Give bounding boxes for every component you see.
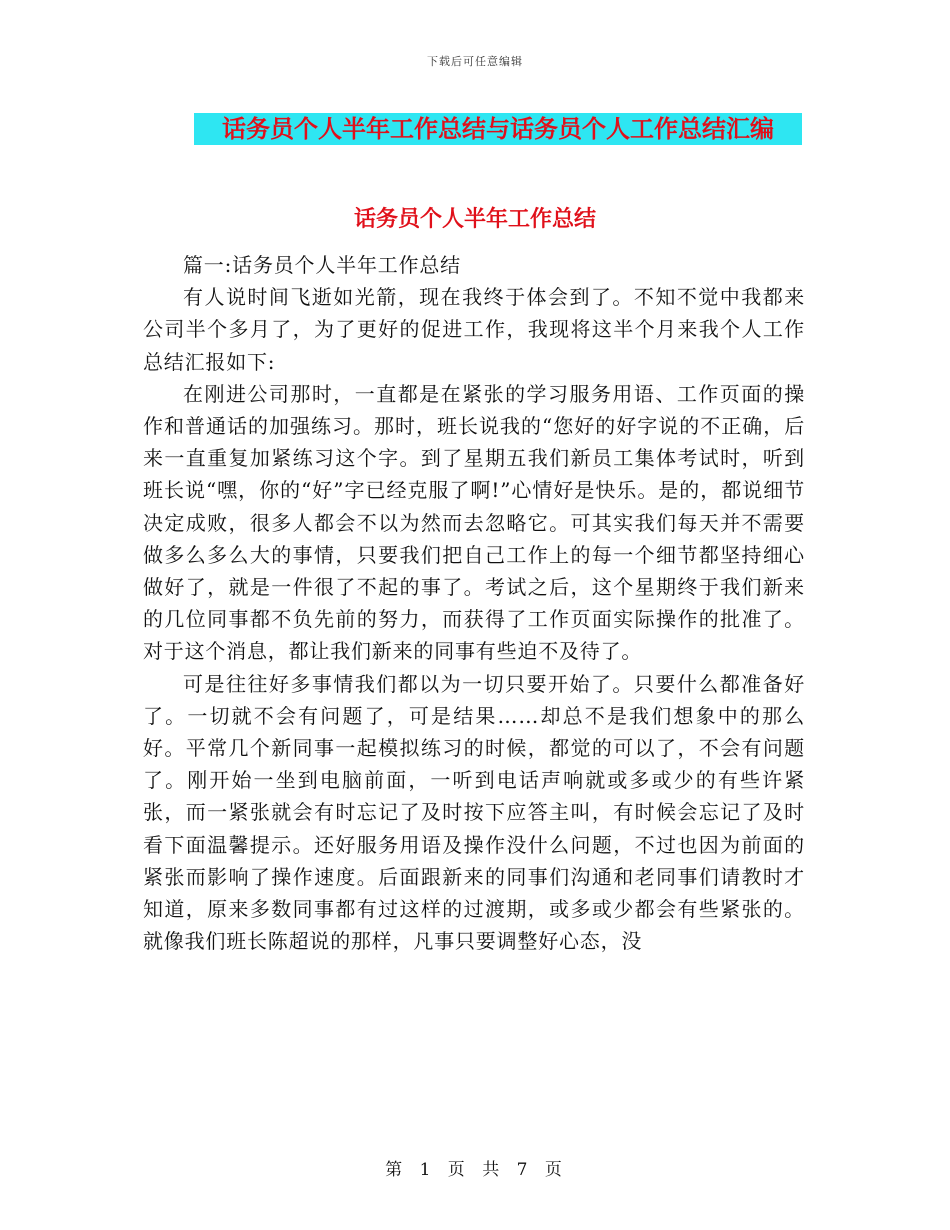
paragraph: 可是往往好多事情我们都以为一切只要开始了。只要什么都准备好了。一切就不会有问题了，可是结果……却总不是我们想象中的那么好。平常几个新同事一起模拟练习的时候，都觉的可以了，不会有问题了。刚开始一坐到电脑前面，一听到电话声响就或多或少的有些许紧张，而一紧张就会有时忘记了及时按下应答主叫，有时候会忘记了及时看下面温馨提示。还好服务用语及操作没什么问题，不过也因为前面的紧张而影响了操作速度。后面跟新来的同事们沟通和老同事们请教时才知道，原来多数同事都有过这样的过渡期，或多或少都会有些紧张的。就像我们班长陈超说的那样，凡事只要调整好心态，没 — [143, 671, 805, 954]
page-footer: 第 1 页 共 7 页 — [385, 1160, 565, 1180]
paragraph: 在刚进公司那时，一直都是在紧张的学习服务用语、工作页面的操作和普通话的加强练习。那时，班长说我的“您好的好字说的不正确，后来一直重复加紧练习这个字。到了星期五我们新员工集体考试时，听到班长说“嘿，你的“好”字已经克服了啊!”心情好是快乐。是的，都说细节决定成败，很多人都会不以为然而去忽略它。可其实我们每天并不需要做多么多么大的事情，只要我们把自己工作上的每一个细节都坚持细心做好了，就是一件很了不起的事了。考试之后，这个星期终于我们新来的几位同事都不负先前的努力，而获得了工作页面实际操作的批准了。对于这个消息，都让我们新来的同事有些迫不及待了。 — [143, 381, 805, 664]
header-note: 下载后可任意编辑 — [427, 55, 523, 68]
main-title-highlight — [194, 113, 802, 145]
section-title: 话务员个人半年工作总结 — [353, 207, 596, 232]
document-body — [143, 249, 805, 957]
paragraph: 有人说时间飞逝如光箭，现在我终于体会到了。不知不觉中我都来公司半个多月了，为了更好的促进工作，我现将这半个月来我个人工作总结汇报如下: — [143, 285, 805, 374]
main-title: 话务员个人半年工作总结与话务员个人工作总结汇编 — [222, 115, 774, 143]
paragraph: 篇一:话务员个人半年工作总结 — [183, 253, 461, 277]
